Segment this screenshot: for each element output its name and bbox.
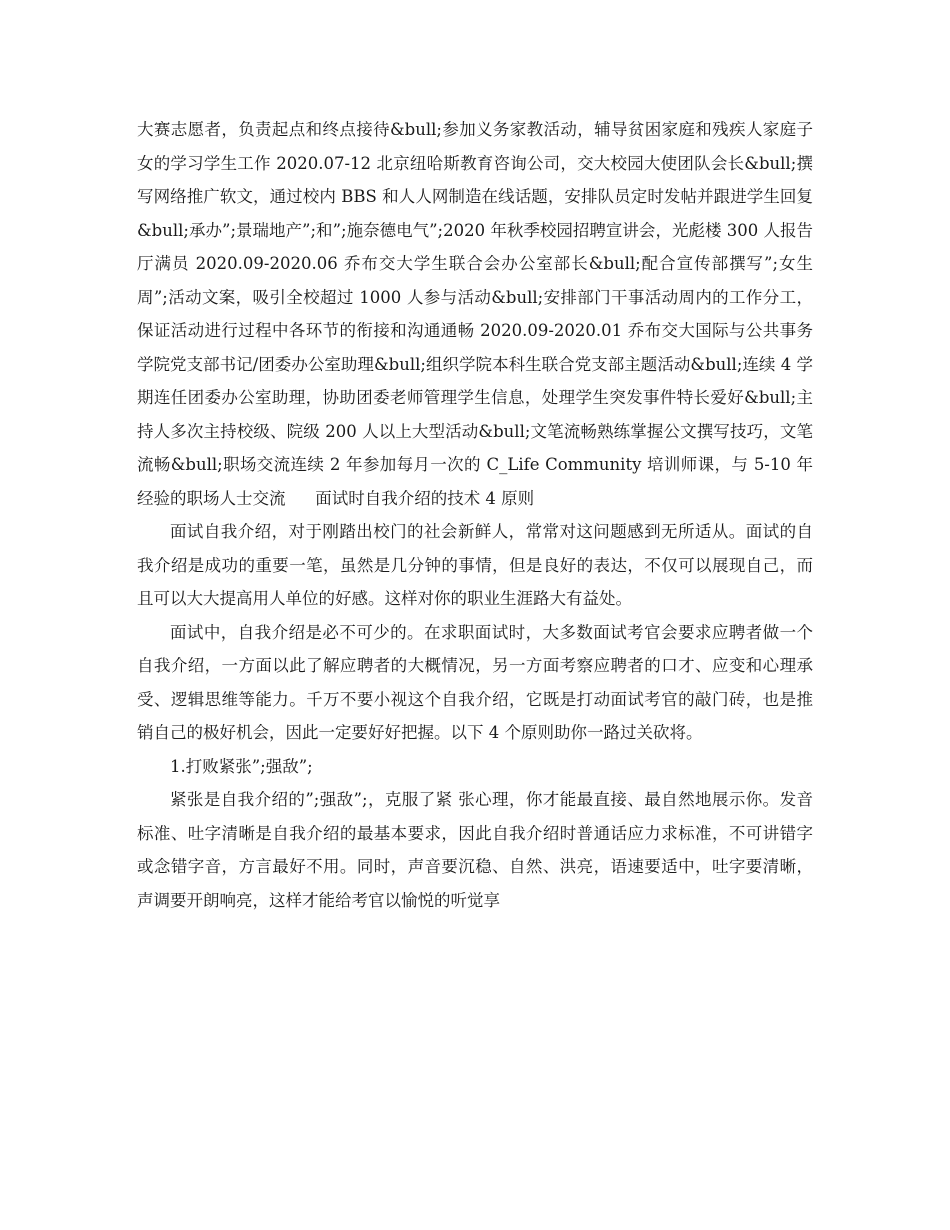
principle-heading: 1.打败紧张”;强敌”; — [170, 756, 313, 776]
experience-text: 大赛志愿者，负责起点和终点接待&bull;参加义务家教活动，辅导贫困家庭和残疾人家庭子女的学习学生工作 2020.07-12 北京纽哈斯教育咨询公司，交大校园大使团队会长&bull;撰写网络推广软文，通过校内 BBS 和人人网制造在线话题，安排队员定时发帖并跟进学生回复&bull;承办”;景瑞地产”;和”;施奈德电气”;2020 年秋季校园招聘宣讲会，光彪楼 300 人报告厅满员 2020.09-2020.06 乔布交大学生联合会办公室部长&bull;配合宣传部撰写”;女生周”;活动文案，吸引全校超过 1000 人参与活动&bull;安排部门干事活动周内的工作分工，保证活动进行过程中各环节的衔接和沟通通畅 2020.09-2020.01 乔布交大国际与公共事务学院党支部书记/团委办公室助理&bull;组织学院本科生联合党支部主题活动&bull;连续 4 学期连任团委办公室助理，协助团委老师管理学生信息，处理学生突发事件特长爱好&bull;主持人多次主持校级、院级 200 人以上大型活动&bull;文笔流畅熟练掌握公文撰写技巧，文笔流畅&bull;职场交流连续 2 年参加每月一次的 C_Life Community 培训师课，与 5-10 年经验的职场人士交流 — [137, 120, 813, 508]
importance-paragraph: 面试中，自我介绍是必不可少的。在求职面试时，大多数面试考官会要求应聘者做一个自我介绍，一方面以此了解应聘者的大概情况，另一方面考察应聘者的口才、应变和心理承受、逻辑思维等能力。千万不要小视这个自我介绍，它既是打动面试考官的敲门砖，也是推销自己的极好机会，因此一定要好好把握。以下 4 个原则助你一路过关砍将。 — [137, 622, 813, 742]
section-heading: 面试时自我介绍的技术 4 原则 — [315, 488, 535, 508]
principle-body-paragraph: 紧张是自我介绍的”;强敌”;，克服了紧 张心理，你才能最直接、最自然地展示你。发音标准、吐字清晰是自我介绍的最基本要求，因此自我介绍时普通话应力求标准，不可讲错字或念错字音，方言最好不用。同时，声音要沉稳、自然、洪亮，语速要适中，吐字要清晰，声调要开朗响亮，这样才能给考官以愉悦的听觉享 — [137, 790, 813, 910]
intro-paragraph: 面试自我介绍，对于刚踏出校门的社会新鲜人，常常对这问题感到无所适从。面试的自我介绍是成功的重要一笔，虽然是几分钟的事情，但是良好的表达，不仅可以展现自己，而且可以大大提高用人单位的好感。这样对你的职业生涯路大有益处。 — [137, 522, 813, 608]
experience-paragraph — [137, 113, 813, 515]
document-page — [137, 113, 813, 917]
